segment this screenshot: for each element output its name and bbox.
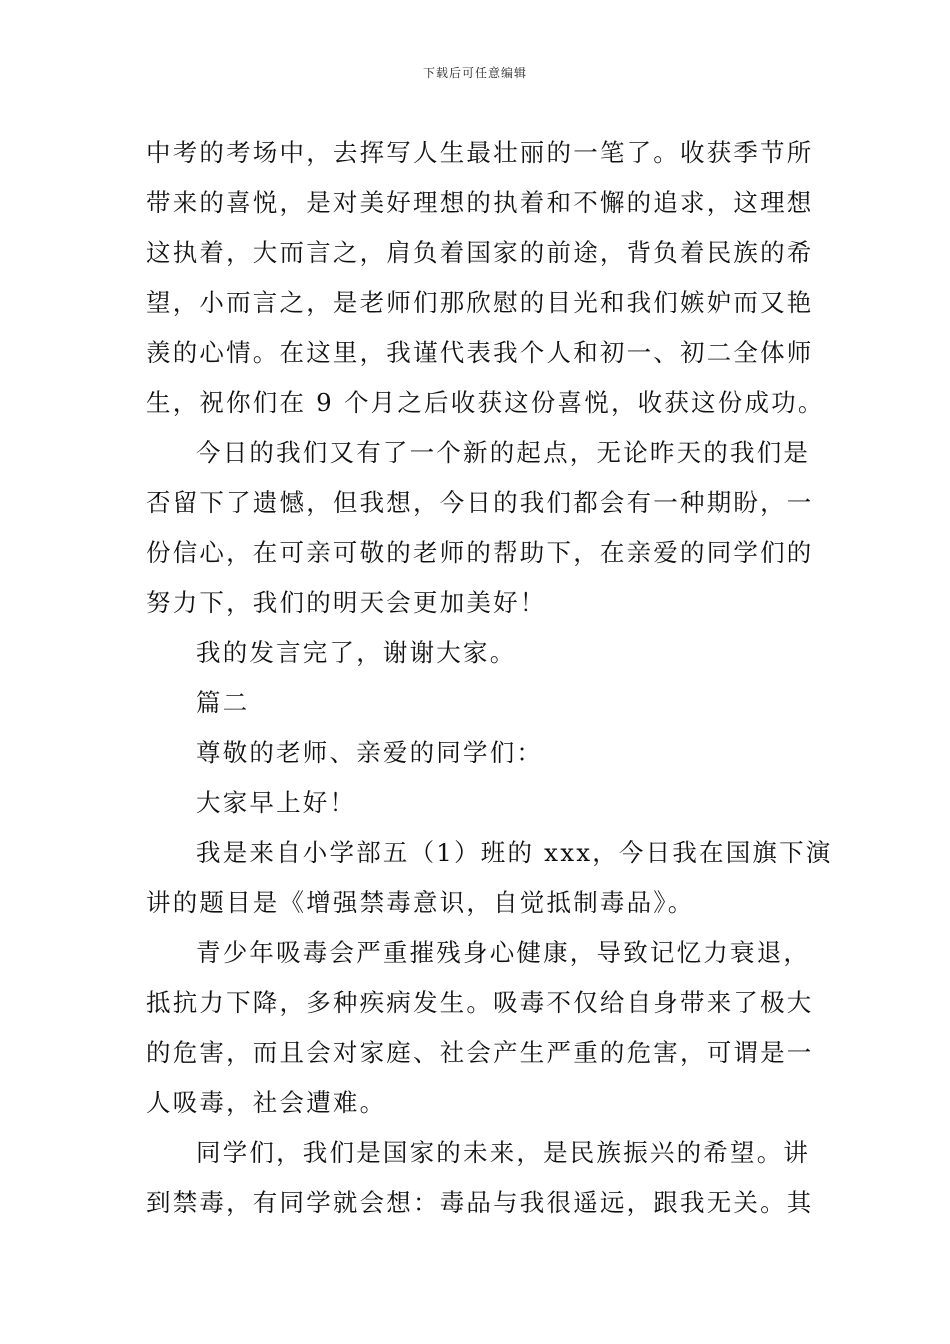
text-line: 人吸毒，社会遭难。 [146, 1088, 387, 1117]
text-line: 篇二 [196, 688, 250, 717]
text-line: 我的发言完了，谢谢大家。 [196, 638, 517, 667]
document-body [146, 128, 833, 1228]
page-header: 下载后可任意编辑 [422, 66, 527, 80]
text-line: 今日的我们又有了一个新的起点，无论昨天的我们是 [196, 438, 811, 467]
text-line: 份信心，在可亲可敬的老师的帮助下，在亲爱的同学们的 [146, 538, 814, 567]
text-line: 我是来自小学部五（1）班的 xxx，今日我在国旗下演 [196, 838, 833, 867]
text-line: 羡的心情。在这里，我谨代表我个人和初一、初二全体师 [146, 338, 814, 367]
text-line: 中考的考场中，去挥写人生最壮丽的一笔了。收获季节所 [146, 138, 814, 167]
text-line: 生，祝你们在 9 个月之后收获这份喜悦，收获这份成功。 [146, 388, 825, 417]
text-line: 的危害，而且会对家庭、社会产生严重的危害，可谓是一 [146, 1038, 814, 1067]
text-line: 青少年吸毒会严重摧残身心健康，导致记忆力衰退， [196, 938, 811, 967]
text-line: 努力下，我们的明天会更加美好！ [146, 588, 547, 617]
text-line: 讲的题目是《增强禁毒意识，自觉抵制毒品》。 [146, 888, 695, 917]
text-line: 同学们，我们是国家的未来，是民族振兴的希望。讲 [196, 1138, 811, 1167]
text-line: 带来的喜悦，是对美好理想的执着和不懈的追求，这理想 [146, 188, 814, 217]
text-line: 大家早上好！ [196, 788, 357, 817]
text-line: 抵抗力下降，多种疾病发生。吸毒不仅给自身带来了极大 [146, 988, 814, 1017]
text-line: 否留下了遗憾，但我想，今日的我们都会有一种期盼，一 [146, 488, 814, 517]
text-line: 望，小而言之，是老师们那欣慰的目光和我们嫉妒而又艳 [146, 288, 814, 317]
text-line: 到禁毒，有同学就会想：毒品与我很遥远，跟我无关。其 [146, 1188, 814, 1217]
text-line: 尊敬的老师、亲爱的同学们： [196, 738, 544, 767]
text-line: 这执着，大而言之，肩负着国家的前途，背负着民族的希 [146, 238, 814, 267]
